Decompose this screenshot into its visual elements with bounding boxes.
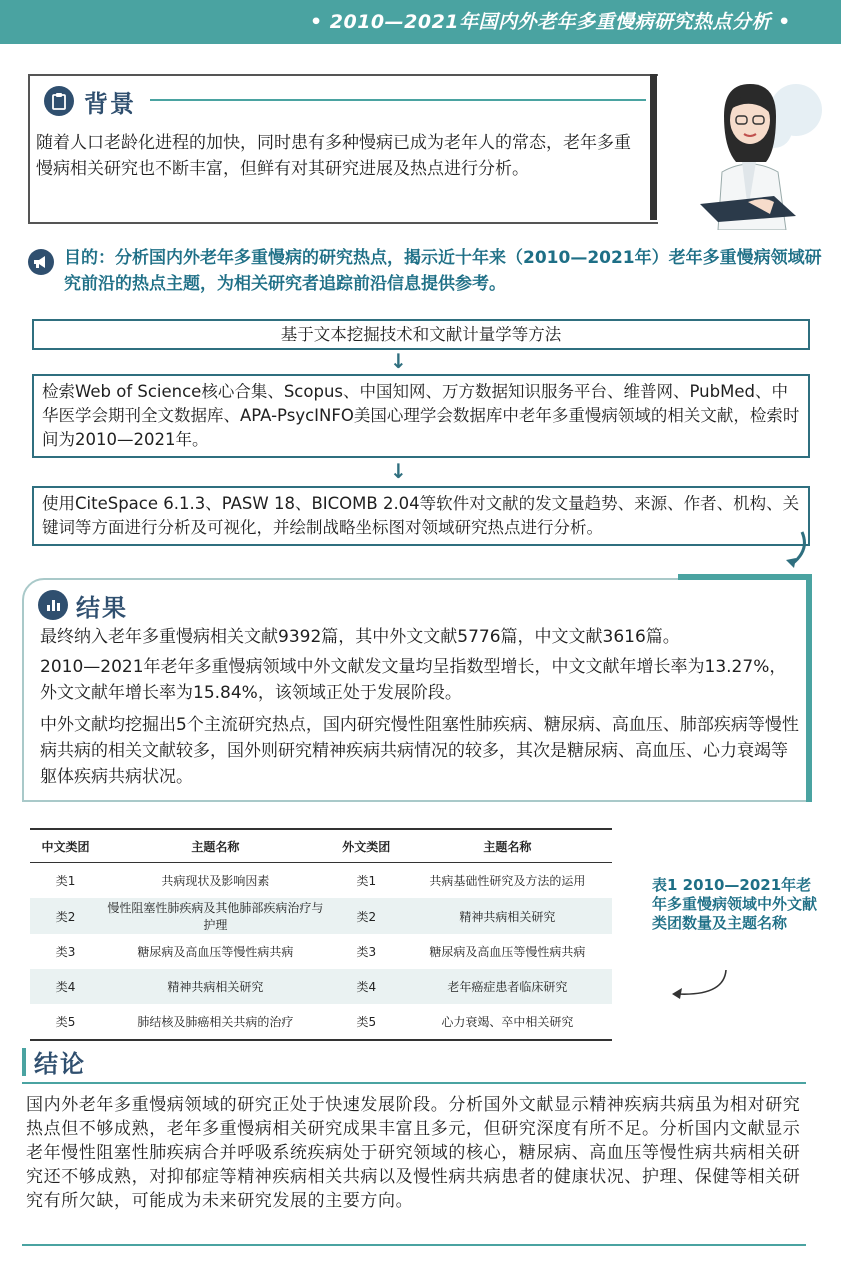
table-cell: 类1 <box>356 874 377 888</box>
table-header-cell: 外文类团 <box>330 829 403 863</box>
table-cell: 精神共病相关研究 <box>101 969 330 1004</box>
results-box-accent-top <box>678 574 812 580</box>
results-box-accent-right <box>806 580 812 802</box>
conclusion-rule-bottom <box>22 1244 806 1246</box>
table-cell: 类3 <box>356 945 377 959</box>
down-arrow-icon: ↓ <box>390 349 407 373</box>
background-box-accent <box>650 74 657 220</box>
table-header-cell: 主题名称 <box>101 829 330 863</box>
results-title: 结果 <box>76 594 128 622</box>
conclusion-title: 结论 <box>34 1050 86 1078</box>
table-cell: 肺结核及肺癌相关共病的治疗 <box>101 1004 330 1040</box>
megaphone-icon <box>28 249 54 275</box>
table-header-cell: 中文类团 <box>30 829 101 863</box>
table-header-row <box>30 829 612 863</box>
cluster-table <box>30 828 612 1041</box>
results-paragraph-3: 中外文献均挖掘出5个主流研究热点，国内研究慢性阻塞性肺疾病、糖尿病、高血压、肺部疾病等慢性病共病的相关文献较多，国外则研究精神疾病共病情况的较多，其次是糖尿病、高血压、心力衰竭等躯体疾病共病状况。 <box>40 715 799 787</box>
table-row <box>30 1004 612 1040</box>
background-title-rule <box>150 99 646 101</box>
bar-chart-icon <box>38 590 68 620</box>
table-cell: 类3 <box>55 945 76 959</box>
method-step-1: 基于文本挖掘技术和文献计量学等方法 <box>32 319 810 350</box>
clipboard-icon <box>44 86 74 116</box>
table-cell: 共病基础性研究及方法的运用 <box>429 874 586 888</box>
table-cell: 类5 <box>330 1004 403 1040</box>
table-header-cell: 主题名称 <box>403 829 612 863</box>
table-cell: 类5 <box>30 1004 101 1040</box>
results-paragraph-1: 最终纳入老年多重慢病相关文献9392篇，其中外文文献5776篇，中文文献3616篇。 <box>40 627 680 647</box>
results-paragraph-2: 2010—2021年老年多重慢病领域中外文献发文量均呈指数型增长，中文文献年增长率为13.27%，外文文献年增长率为15.84%，该领域正处于发展阶段。 <box>40 657 787 703</box>
conclusion-rule-top <box>22 1082 806 1084</box>
conclusion-text: 国内外老年多重慢病领域的研究正处于快速发展阶段。分析国外文献显示精神疾病共病虽为相对研究热点但不够成熟，老年多重慢病相关研究成果丰富且多元，但研究深度有所不足。分析国内文献显示老年慢性阻塞性肺疾病合并呼吸系统疾病处于研究领域的核心，糖尿病、高血压等慢性病共病相关研究还不够成熟，对抑郁症等精神疾病相关共病以及慢性病共病患者的健康状况、护理、保健等相关研究有所欠缺，可能成为未来研究发展的主要方向。 <box>26 1095 801 1211</box>
down-arrow-icon: ↓ <box>390 459 407 483</box>
table-cell: 类1 <box>55 874 76 888</box>
curved-arrow-icon <box>780 530 810 570</box>
table-row <box>30 898 612 934</box>
purpose-text: 目的：分析国内外老年多重慢病的研究热点，揭示近十年来（2010—2021年）老年多重慢病领域研究前沿的热点主题，为相关研究者追踪前沿信息提供参考。 <box>64 248 822 294</box>
table-cell: 类4 <box>330 969 403 1004</box>
table-cell: 共病现状及影响因素 <box>161 874 270 888</box>
table-caption: 表1 2010—2021年老年多重慢病领域中外文献类团数量及主题名称 <box>652 876 818 932</box>
table-row <box>30 863 612 899</box>
method-step-3: 使用CiteSpace 6.1.3、PASW 18、BICOMB 2.04等软件对文献的发文量趋势、来源、作者、机构、关键词等方面进行分析及可视化，并绘制战略坐标图对领域研究热点进行分析。 <box>32 486 810 546</box>
curved-arrow-icon <box>664 966 734 1006</box>
table-cell: 类4 <box>30 969 101 1004</box>
background-title: 背景 <box>84 90 136 118</box>
conclusion-accent <box>22 1048 26 1076</box>
table-cell: 类2 <box>330 898 403 934</box>
table-cell: 糖尿病及高血压等慢性病共病 <box>429 945 586 959</box>
page-title: • 2010—2021年国内外老年多重慢病研究热点分析 • <box>310 11 791 33</box>
table-cell: 精神共病相关研究 <box>403 898 612 934</box>
background-text: 随着人口老龄化进程的加快，同时患有多种慢病已成为老年人的常态，老年多重慢病相关研究也不断丰富，但鲜有对其研究进展及热点进行分析。 <box>36 133 631 179</box>
table-cell: 糖尿病及高血压等慢性病共病 <box>137 945 294 959</box>
doctor-illustration <box>678 70 828 230</box>
table-row <box>30 934 612 969</box>
table-cell: 老年癌症患者临床研究 <box>403 969 612 1004</box>
table-cell: 慢性阻塞性肺疾病及其他肺部疾病治疗与护理 <box>101 898 330 934</box>
table-row <box>30 969 612 1004</box>
table-cell: 心力衰竭、卒中相关研究 <box>403 1004 612 1040</box>
table-cell: 类2 <box>30 898 101 934</box>
method-step-2: 检索Web of Science核心合集、Scopus、中国知网、万方数据知识服务平台、维普网、PubMed、中华医学会期刊全文数据库、APA-PsycINFO美国心理学会数据库中老年多重慢病领域的相关文献，检索时间为2010—2021年。 <box>32 374 810 458</box>
